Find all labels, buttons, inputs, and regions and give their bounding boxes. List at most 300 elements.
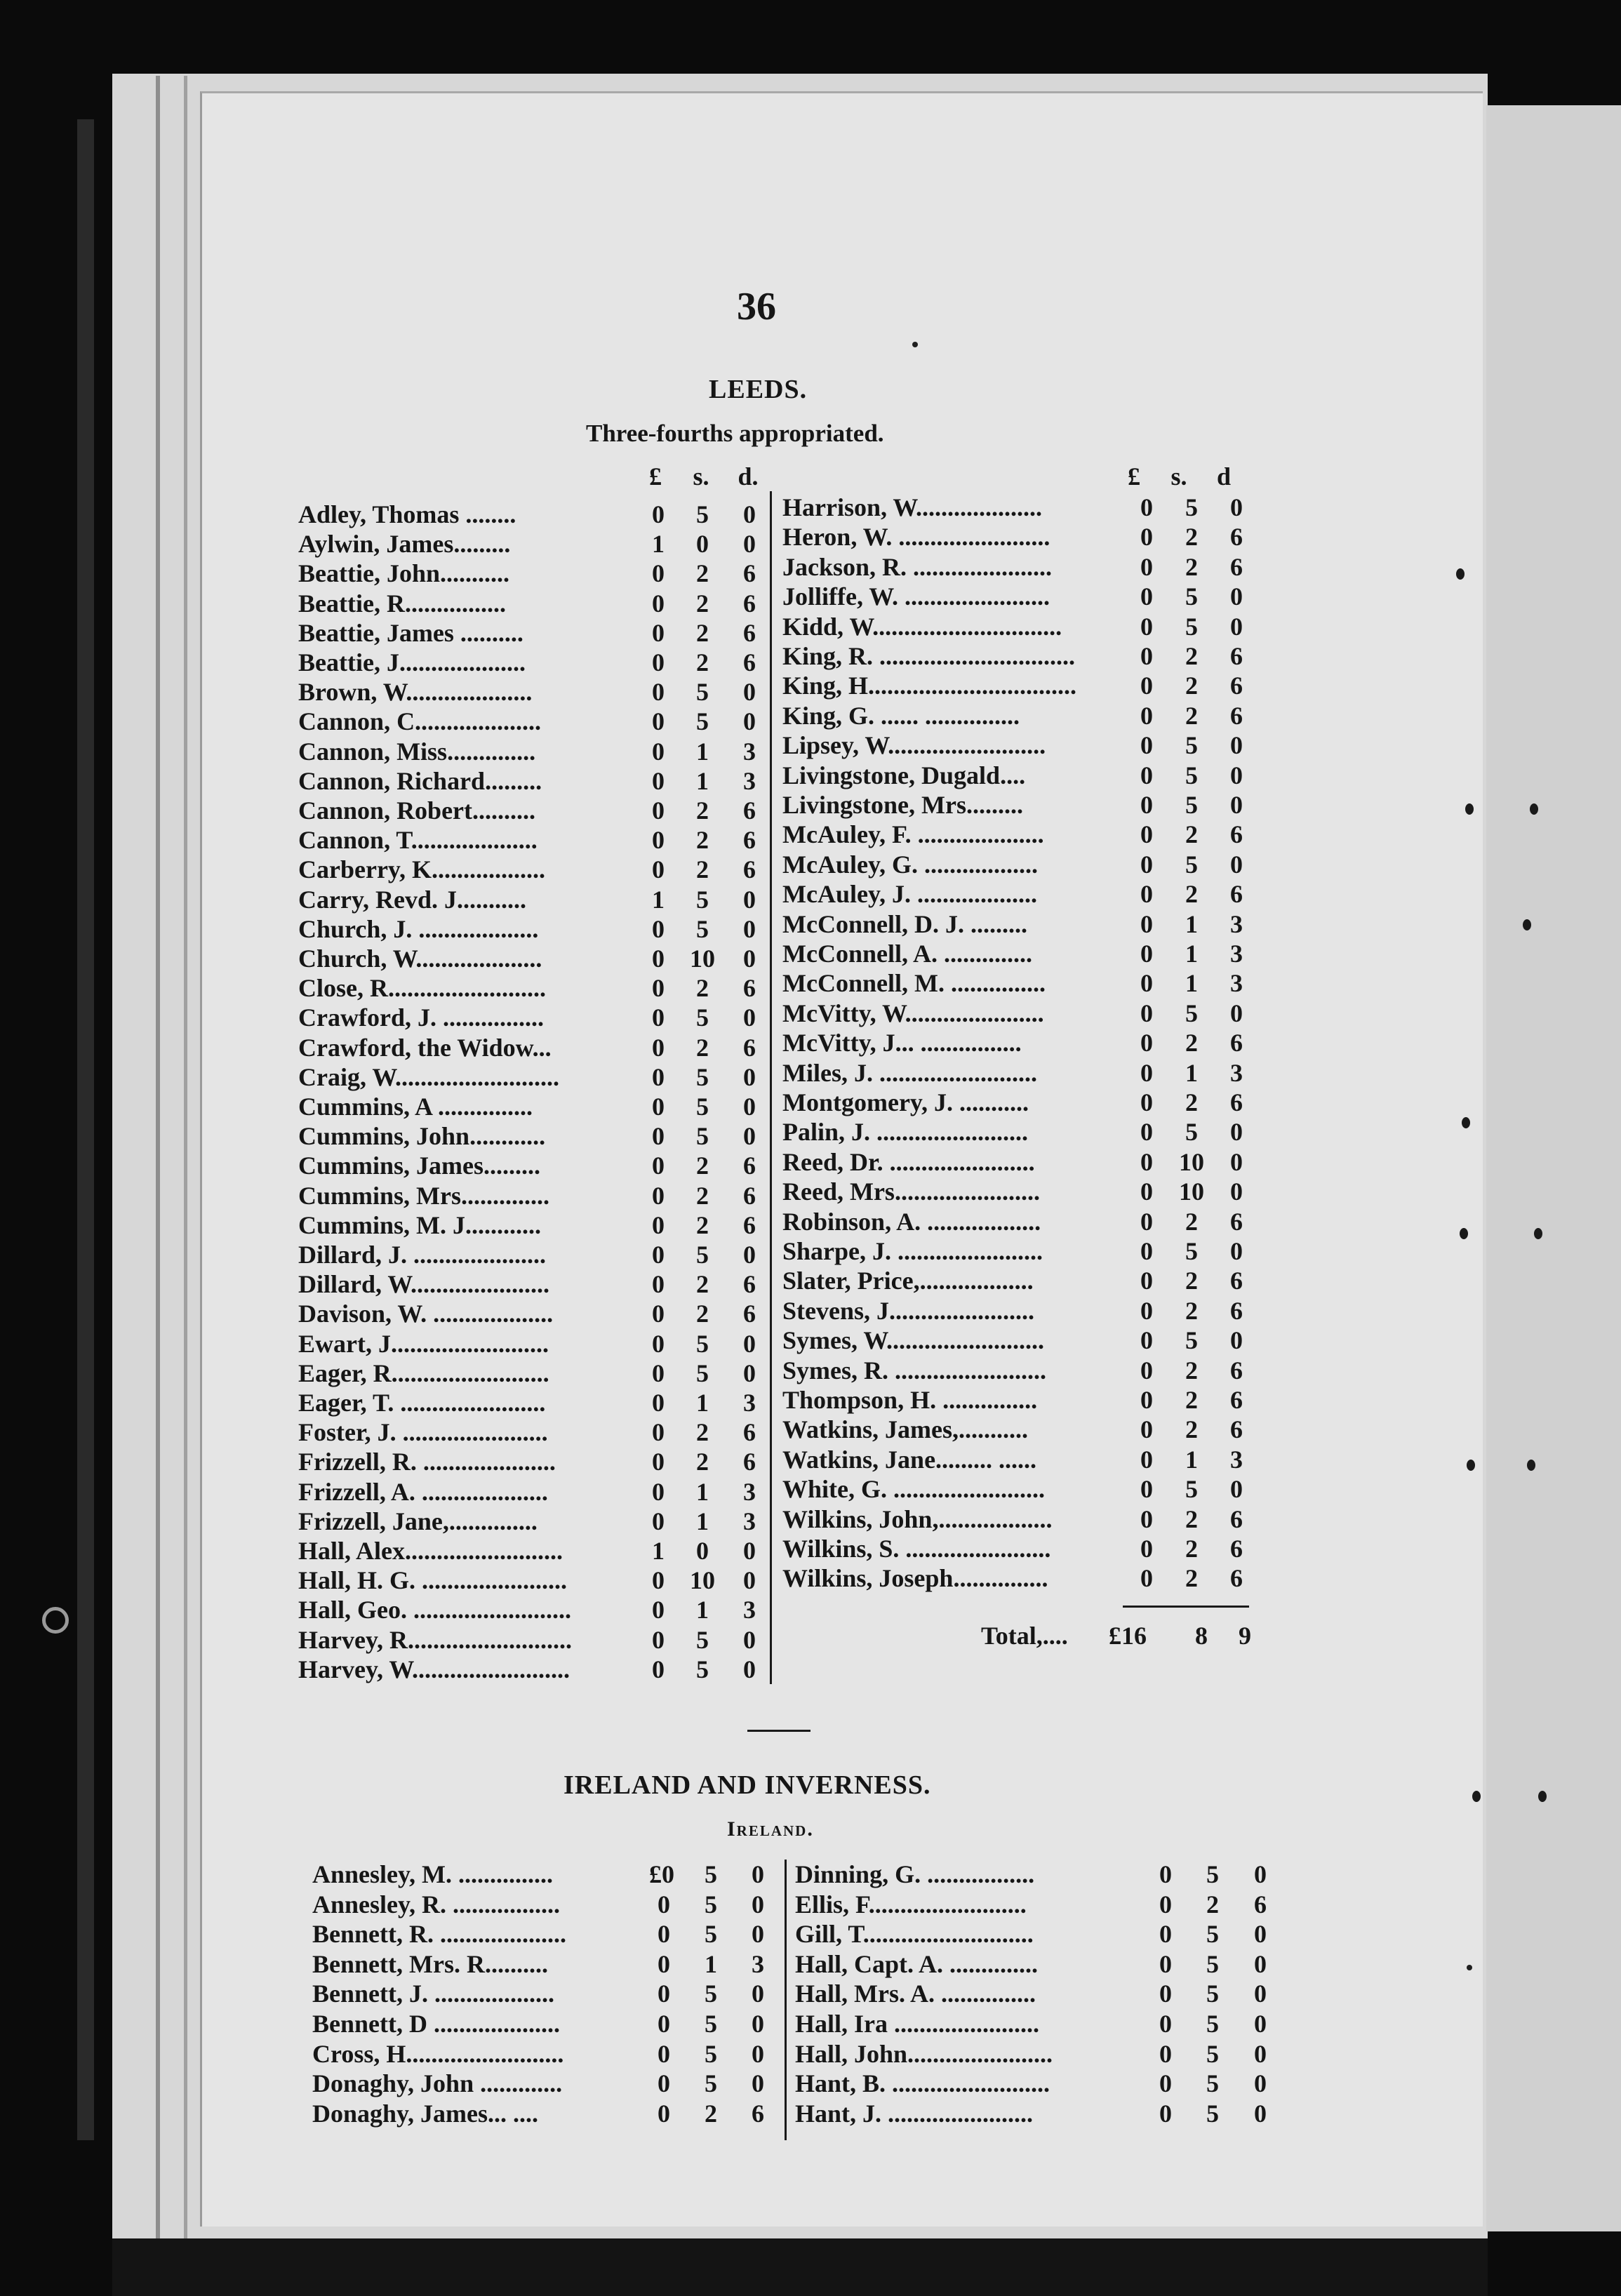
subscriber-row — [782, 968, 1267, 998]
subscriber-name: McConnell, D. J. ......... — [782, 909, 1027, 938]
subscriber-name: Bennett, Mrs. R.......... — [312, 1949, 548, 1978]
amount-shillings: 5 — [1206, 2069, 1219, 2098]
amount-shillings: 2 — [1185, 1207, 1198, 1236]
subscriber-name: Eager, R......................... — [298, 1359, 549, 1387]
subscriber-name: Davison, W. ................... — [298, 1300, 554, 1328]
amount-pounds: 1 — [652, 1537, 665, 1565]
subscriber-name: Bennett, J. ................... — [312, 1980, 554, 2008]
amount-shillings: 2 — [1185, 1356, 1198, 1384]
subscriber-name: Annesley, R. ................. — [312, 1890, 561, 1918]
amount-pounds: 0 — [1140, 820, 1153, 849]
subscriber-row — [298, 1536, 765, 1566]
amount-pence: 0 — [1230, 582, 1243, 611]
amount-pence: 3 — [1230, 1058, 1243, 1087]
amount-pounds: 0 — [652, 707, 665, 736]
subscriber-name: Brown, W.................... — [298, 678, 533, 707]
amount-pounds: 0 — [1140, 880, 1153, 909]
amount-pounds: 0 — [658, 2039, 670, 2068]
total-pounds: £16 — [1109, 1622, 1147, 1650]
subscriber-name: McAuley, G. .................. — [782, 850, 1038, 879]
amount-shillings: 5 — [1206, 1860, 1219, 1888]
subscriber-row — [298, 973, 765, 1003]
subscriber-row — [298, 529, 765, 559]
amount-shillings: 5 — [696, 1093, 709, 1121]
subscriber-row — [782, 1534, 1267, 1563]
subscriber-name: Harvey, W......................... — [298, 1655, 571, 1683]
subscriber-name: King, H................................. — [782, 672, 1077, 700]
subscriber-name: Hall, Ira ....................... — [795, 2010, 1039, 2038]
amount-pounds: 0 — [652, 589, 665, 618]
amount-shillings: 1 — [1185, 909, 1198, 938]
subscriber-row — [782, 612, 1267, 641]
subscriber-row — [795, 2009, 1279, 2038]
amount-pence: 6 — [1230, 1207, 1243, 1236]
amount-pounds: 0 — [1159, 1890, 1172, 1918]
ink-spot — [1472, 1791, 1481, 1802]
amount-pounds: 0 — [1140, 701, 1153, 730]
column-divider — [770, 491, 772, 1684]
amount-pounds: 0 — [1140, 1386, 1153, 1414]
subscriber-name: King, G. ...... ............... — [782, 701, 1020, 730]
amount-shillings: 5 — [705, 1860, 717, 1888]
subscriber-row — [298, 677, 765, 707]
subscriber-row — [312, 2069, 779, 2098]
amount-pounds: 0 — [658, 1949, 670, 1978]
amount-pounds: 0 — [1140, 552, 1153, 581]
amount-pence: 0 — [1230, 1326, 1243, 1355]
subscriber-row — [782, 1177, 1267, 1206]
amount-shillings: 2 — [1185, 1564, 1198, 1593]
amount-pounds: 0 — [1140, 1237, 1153, 1265]
ink-spot — [1462, 1117, 1470, 1128]
subscriber-name: Close, R......................... — [298, 974, 546, 1003]
amount-shillings: 5 — [696, 885, 709, 914]
section-separator — [747, 1730, 810, 1732]
amount-pounds: 0 — [1140, 1475, 1153, 1504]
amount-pounds: 0 — [1140, 1326, 1153, 1355]
amount-shillings: 5 — [705, 2010, 717, 2038]
amount-shillings: 5 — [705, 2039, 717, 2068]
amount-pounds: 0 — [652, 500, 665, 528]
subscriber-row — [782, 999, 1267, 1028]
amount-shillings: 5 — [1206, 2039, 1219, 2068]
amount-pounds: 0 — [652, 1418, 665, 1447]
amount-pence: 3 — [1230, 1445, 1243, 1474]
amount-pounds: 0 — [1159, 1860, 1172, 1888]
amount-shillings: 5 — [1185, 1237, 1198, 1265]
amount-pence: 0 — [743, 945, 756, 973]
total-label: Total,.... — [981, 1622, 1068, 1650]
scan-bottom-edge — [112, 2238, 1488, 2296]
amount-shillings: 5 — [696, 1655, 709, 1683]
subscriber-row — [782, 582, 1267, 611]
ink-spot — [1460, 1228, 1468, 1239]
amount-pence: 0 — [743, 1566, 756, 1595]
subscriber-name: Cross, H......................... — [312, 2039, 564, 2068]
amount-shillings: 2 — [1185, 1504, 1198, 1533]
subscriber-name: Cummins, A ............... — [298, 1093, 533, 1121]
amount-shillings: 2 — [696, 648, 709, 676]
subscriber-row — [298, 1210, 765, 1240]
subscriber-row — [312, 2039, 779, 2069]
amount-shillings: 1 — [1185, 940, 1198, 968]
amount-shillings: 5 — [1185, 791, 1198, 819]
amount-pence: 0 — [752, 1980, 764, 2008]
amount-shillings: 0 — [696, 1537, 709, 1565]
amount-shillings: 2 — [705, 2099, 717, 2128]
amount-pence: 6 — [743, 648, 756, 676]
amount-pounds: 0 — [1140, 582, 1153, 611]
subscriber-name: Reed, Mrs....................... — [782, 1177, 1040, 1206]
subscriber-row — [782, 1415, 1267, 1444]
amount-shillings: 2 — [696, 974, 709, 1003]
amount-pounds: 0 — [1159, 2099, 1172, 2128]
subscriber-name: Hall, Capt. A. .............. — [795, 1949, 1039, 1978]
subscriber-row — [312, 1860, 779, 1889]
subscriber-row — [782, 493, 1267, 522]
amount-pence: 0 — [743, 1062, 756, 1091]
amount-pounds: 0 — [1140, 791, 1153, 819]
subscriber-row — [782, 820, 1267, 849]
subscriber-name: Hall, Alex......................... — [298, 1537, 563, 1565]
amount-pounds: 0 — [652, 1270, 665, 1299]
subscriber-name: Dillard, W...................... — [298, 1270, 550, 1299]
subscriber-row — [298, 855, 765, 884]
book-spine-edge — [77, 119, 94, 2140]
amount-pence: 0 — [1254, 1920, 1267, 1949]
amount-pounds: 0 — [1140, 761, 1153, 789]
amount-pounds: 0 — [1140, 1058, 1153, 1087]
amount-shillings: 5 — [705, 2069, 717, 2098]
amount-pounds: 0 — [658, 1890, 670, 1918]
scan-ring-mark — [42, 1607, 69, 1634]
amount-pence: 6 — [743, 855, 756, 884]
amount-pounds: 0 — [652, 1596, 665, 1624]
amount-pence: 0 — [1230, 612, 1243, 641]
amount-pence: 0 — [1230, 1237, 1243, 1265]
amount-pounds: 0 — [1140, 493, 1153, 521]
amount-pence: 0 — [743, 914, 756, 943]
amount-pounds: 0 — [652, 1003, 665, 1032]
amount-pence: 6 — [743, 618, 756, 647]
amount-pence: 0 — [1230, 999, 1243, 1027]
subscriber-row — [298, 1507, 765, 1536]
amount-pence: 0 — [752, 2010, 764, 2038]
total-rule — [1123, 1606, 1249, 1608]
total-shillings: 8 — [1195, 1622, 1208, 1650]
column-divider — [785, 1860, 787, 2140]
amount-pence: 6 — [1230, 1504, 1243, 1533]
ink-spot — [1456, 568, 1465, 580]
amount-pence: 0 — [1230, 731, 1243, 760]
amount-pence: 6 — [743, 1210, 756, 1239]
subscriber-name: McAuley, J. ................... — [782, 880, 1037, 909]
amount-pence: 3 — [743, 1389, 756, 1417]
amount-shillings: 2 — [1185, 1088, 1198, 1116]
amount-pence: 0 — [1254, 2010, 1267, 2038]
subscriber-name: Miles, J. ......................... — [782, 1058, 1037, 1087]
subscriber-row — [782, 1266, 1267, 1295]
subscriber-name: Cannon, T.................... — [298, 826, 538, 855]
amount-pence: 6 — [1230, 1386, 1243, 1414]
amount-pence: 0 — [752, 2039, 764, 2068]
subscriber-name: Cummins, John............ — [298, 1122, 546, 1151]
subscriber-row — [782, 1385, 1267, 1415]
amount-shillings: 5 — [1185, 1475, 1198, 1504]
subscriber-row — [298, 885, 765, 914]
subscriber-row — [782, 522, 1267, 552]
amount-shillings: 5 — [696, 1329, 709, 1358]
amount-pence: 6 — [1254, 1890, 1267, 1918]
amount-pounds: 0 — [1159, 1980, 1172, 2008]
amount-pounds: 0 — [652, 1033, 665, 1062]
amount-pence: 0 — [1230, 493, 1243, 521]
amount-shillings: 5 — [1206, 1920, 1219, 1949]
subscriber-name: Beattie, John........... — [298, 559, 509, 588]
amount-pounds: 0 — [1140, 1118, 1153, 1147]
amount-pounds: 0 — [658, 2069, 670, 2098]
amount-shillings: 5 — [1185, 999, 1198, 1027]
amount-pence: 0 — [1254, 1860, 1267, 1888]
amount-shillings: 10 — [1179, 1177, 1204, 1206]
column-header-pence: d. — [738, 462, 759, 490]
amount-pence: 3 — [1230, 940, 1243, 968]
amount-pence: 6 — [743, 1033, 756, 1062]
amount-pounds: 0 — [658, 2010, 670, 2038]
subscriber-row — [298, 1299, 765, 1328]
amount-shillings: 5 — [1185, 850, 1198, 879]
amount-shillings: 5 — [696, 707, 709, 736]
amount-pence: 6 — [743, 1181, 756, 1210]
subscriber-row — [782, 671, 1267, 700]
amount-shillings: 5 — [1206, 2010, 1219, 2038]
amount-shillings: 1 — [1185, 1445, 1198, 1474]
amount-shillings: 2 — [1185, 1386, 1198, 1414]
amount-shillings: 1 — [696, 1596, 709, 1624]
subscriber-name: Harvey, R.......................... — [298, 1625, 572, 1654]
amount-shillings: 2 — [1185, 1029, 1198, 1057]
amount-pounds: 0 — [652, 1477, 665, 1506]
subscriber-row — [298, 1595, 765, 1624]
amount-pounds: 0 — [658, 2099, 670, 2128]
ink-spot — [1530, 803, 1538, 815]
subscriber-name: Cummins, Mrs.............. — [298, 1181, 549, 1210]
page-edge-line — [156, 76, 160, 2241]
amount-shillings: 5 — [696, 914, 709, 943]
subscriber-name: King, R. ............................... — [782, 642, 1076, 670]
amount-shillings: 5 — [696, 1241, 709, 1269]
subscriber-name: Annesley, M. ............... — [312, 1860, 554, 1888]
amount-pounds: 1 — [652, 885, 665, 914]
subscriber-row — [795, 2069, 1279, 2098]
amount-pence: 6 — [1230, 1088, 1243, 1116]
amount-pounds: 0 — [1140, 1147, 1153, 1176]
amount-pence: 6 — [743, 796, 756, 825]
amount-pence: 6 — [1230, 1267, 1243, 1295]
amount-pence: 3 — [743, 766, 756, 795]
amount-shillings: 1 — [696, 766, 709, 795]
subscriber-row — [298, 707, 765, 736]
subscriber-row — [298, 500, 765, 529]
subscriber-row — [298, 796, 765, 825]
subscriber-row — [298, 1269, 765, 1299]
amount-shillings: 5 — [1185, 731, 1198, 760]
subscriber-name: Hall, H. G. ....................... — [298, 1566, 568, 1595]
column-header-pence: d — [1216, 462, 1232, 490]
amount-pounds: 0 — [652, 1122, 665, 1151]
subscriber-row — [312, 1979, 779, 2008]
subscriber-row — [298, 1359, 765, 1388]
subscriber-row — [795, 1949, 1279, 1979]
subscriber-row — [782, 701, 1267, 730]
amount-shillings: 5 — [1185, 493, 1198, 521]
amount-pounds: 0 — [1140, 1029, 1153, 1057]
section-subtitle-ireland: Ireland. — [727, 1817, 814, 1841]
amount-pounds: 0 — [1140, 999, 1153, 1027]
subscriber-name: Aylwin, James......... — [298, 530, 511, 559]
ink-spot — [1465, 803, 1474, 815]
amount-pounds: 0 — [1159, 2039, 1172, 2068]
amount-shillings: 2 — [1185, 1296, 1198, 1325]
subscriber-row — [782, 1445, 1267, 1474]
subscriber-row — [298, 1655, 765, 1684]
subscriber-name: Wilkins, John,.................. — [782, 1504, 1053, 1533]
amount-pounds: 0 — [652, 1210, 665, 1239]
amount-pence: 0 — [743, 1329, 756, 1358]
amount-pounds: 0 — [652, 1359, 665, 1387]
subscriber-row — [298, 1566, 765, 1595]
subscriber-row — [782, 1474, 1267, 1504]
amount-pounds: 0 — [1140, 850, 1153, 879]
amount-shillings: 2 — [1185, 1415, 1198, 1444]
total-pence: 9 — [1239, 1622, 1251, 1650]
amount-shillings: 2 — [696, 1300, 709, 1328]
amount-pounds: 0 — [652, 678, 665, 707]
amount-pence: 6 — [1230, 552, 1243, 581]
amount-pence: 0 — [743, 1003, 756, 1032]
amount-pounds: 0 — [652, 1507, 665, 1535]
subscriber-row — [795, 2099, 1279, 2128]
amount-pounds: 0 — [652, 1093, 665, 1121]
amount-shillings: 5 — [705, 1920, 717, 1949]
subscriber-name: Bennett, R. .................... — [312, 1920, 566, 1949]
amount-pence: 0 — [743, 1122, 756, 1151]
subscriber-name: Donaghy, James... .... — [312, 2099, 539, 2128]
subscriber-row — [782, 730, 1267, 760]
facing-page-edge — [1486, 105, 1621, 2231]
column-header-shillings: s. — [1170, 462, 1187, 490]
amount-pence: 6 — [743, 826, 756, 855]
subscriber-name: Slater, Price,.................. — [782, 1267, 1034, 1295]
amount-pence: 6 — [1230, 642, 1243, 670]
amount-shillings: 1 — [696, 1477, 709, 1506]
amount-shillings: 0 — [696, 530, 709, 559]
amount-pounds: 0 — [652, 1152, 665, 1180]
subscriber-row — [298, 1121, 765, 1151]
subscriber-name: Cannon, Robert.......... — [298, 796, 536, 825]
amount-pounds: 0 — [652, 1566, 665, 1595]
amount-pounds: 0 — [1140, 523, 1153, 552]
amount-pence: 0 — [752, 2069, 764, 2098]
amount-pence: 0 — [1254, 1980, 1267, 2008]
subscriber-row — [298, 1477, 765, 1507]
subscriber-name: Ewart, J......................... — [298, 1329, 549, 1358]
amount-shillings: 2 — [696, 1210, 709, 1239]
amount-shillings: 2 — [1185, 642, 1198, 670]
amount-shillings: 2 — [696, 618, 709, 647]
subscriber-name: Crawford, J. ................ — [298, 1003, 544, 1032]
subscriber-row — [782, 1088, 1267, 1117]
subscriber-row — [298, 914, 765, 944]
subscriber-row — [312, 2009, 779, 2038]
amount-shillings: 2 — [1185, 672, 1198, 700]
amount-shillings: 1 — [696, 737, 709, 766]
amount-pence: 3 — [1230, 909, 1243, 938]
amount-pounds: 0 — [1140, 1564, 1153, 1593]
subscriber-name: Beattie, James .......... — [298, 618, 523, 647]
amount-pounds: 0 — [658, 1980, 670, 2008]
amount-pounds: 0 — [1140, 940, 1153, 968]
subscriber-row — [298, 737, 765, 766]
amount-pounds: 0 — [1140, 1445, 1153, 1474]
amount-shillings: 5 — [705, 1980, 717, 2008]
amount-shillings: 1 — [696, 1507, 709, 1535]
subscriber-name: Cannon, Richard......... — [298, 766, 542, 795]
amount-pence: 0 — [1230, 1118, 1243, 1147]
subscriber-name: Jackson, R. ...................... — [782, 552, 1053, 581]
amount-pounds: 0 — [652, 974, 665, 1003]
subscriber-row — [782, 761, 1267, 790]
ink-spot — [1467, 1460, 1475, 1471]
column-header-pounds: £ — [649, 462, 662, 490]
subscriber-name: Gill, T........................... — [795, 1920, 1034, 1949]
amount-shillings: 10 — [1179, 1147, 1204, 1176]
subscriber-name: Church, J. ................... — [298, 914, 539, 943]
amount-pounds: 0 — [1140, 1296, 1153, 1325]
amount-shillings: 5 — [696, 1122, 709, 1151]
subscriber-row — [782, 1326, 1267, 1355]
subscriber-name: Heron, W. ........................ — [782, 523, 1050, 552]
amount-shillings: 2 — [1185, 523, 1198, 552]
amount-shillings: 2 — [1185, 880, 1198, 909]
amount-pounds: 0 — [1140, 612, 1153, 641]
amount-pounds: 0 — [652, 1329, 665, 1358]
amount-pence: 0 — [1230, 791, 1243, 819]
amount-pence: 6 — [743, 1152, 756, 1180]
amount-pence: 0 — [1254, 1949, 1267, 1978]
subscriber-name: Hall, Geo. ......................... — [298, 1596, 571, 1624]
subscriber-name: Hall, John....................... — [795, 2039, 1053, 2068]
amount-pounds: 0 — [652, 826, 665, 855]
subscriber-row — [298, 559, 765, 588]
amount-pence: 0 — [743, 530, 756, 559]
amount-pence: 0 — [743, 1359, 756, 1387]
amount-shillings: 5 — [1185, 612, 1198, 641]
amount-shillings: 2 — [1185, 701, 1198, 730]
subscriber-row — [795, 2039, 1279, 2069]
amount-pence: 6 — [743, 1448, 756, 1476]
subscriber-row — [782, 1563, 1267, 1593]
amount-shillings: 5 — [1185, 1118, 1198, 1147]
subscriber-name: Hant, J. ....................... — [795, 2099, 1034, 2128]
subscriber-row — [782, 790, 1267, 820]
subscriber-name: Carberry, K.................. — [298, 855, 545, 884]
amount-pence: 6 — [743, 1300, 756, 1328]
amount-pence: 3 — [743, 1477, 756, 1506]
amount-pounds: 0 — [1159, 1920, 1172, 1949]
amount-shillings: 10 — [690, 945, 715, 973]
subscriber-row — [298, 1329, 765, 1359]
